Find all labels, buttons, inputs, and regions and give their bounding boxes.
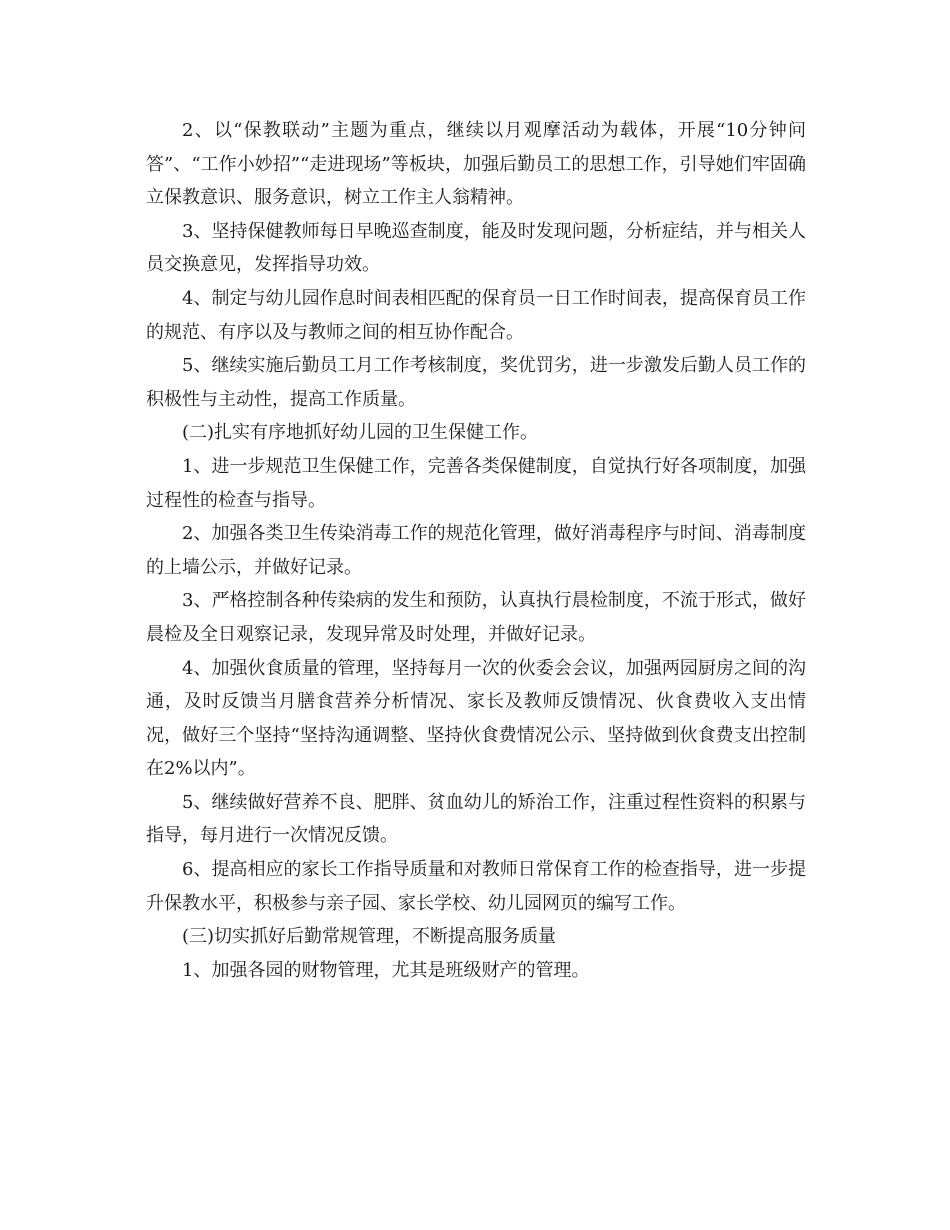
paragraph-item-3-inspection: 3、坚持保健教师每日早晚巡查制度，能及时发现问题，分析症结，并与相关人员交换意见，发挥指导功效。: [146, 220, 806, 276]
paragraph-item-6-parent-guidance: 6、提高相应的家长工作指导质量和对教师日常保育工作的检查指导，进一步提升保教水平，积极参与亲子园、家长学校、幼儿园网页的编写工作。: [146, 859, 806, 914]
section-heading-logistics: (三)切实抓好后勤常规管理，不断提高服务质量: [182, 926, 557, 948]
paragraph-item-4-food-quality: 4、加强伙食质量的管理，坚持每月一次的伙委会会议，加强两园厨房之间的沟通，及时反馈当月膳食营养分析情况、家长及教师反馈情况、伙食费收入支出情况，做好三个坚持“坚持沟通调整、坚持伙食费情况公示、坚持做到伙食费支出控制在2%以内”。: [146, 657, 806, 780]
paragraph-item-2-theme: 2、以“保教联动”主题为重点，继续以月观摩活动为载体，开展“10分钟问答”、“工作小妙招”“走进现场”等板块，加强后勤员工的思想工作，引导她们牢固确立保教意识、服务意识，树立工作主人翁精神。: [146, 120, 806, 209]
paragraph-item-5-assessment: 5、继续实施后勤员工月工作考核制度，奖优罚劣，进一步激发后勤人员工作的积极性与主动性，提高工作质量。: [146, 355, 806, 410]
paragraph-item-1-property: 1、加强各园的财物管理，尤其是班级财产的管理。: [182, 959, 590, 981]
document-body: [146, 114, 806, 987]
paragraph-item-1-health-rules: 1、进一步规范卫生保健工作，完善各类保健制度，自觉执行好各项制度，加强过程性的检查与指导。: [146, 455, 806, 511]
paragraph-item-3-disease-control: 3、严格控制各种传染病的发生和预防，认真执行晨检制度，不流于形式，做好晨检及全日观察记录，发现异常及时处理，并做好记录。: [146, 590, 806, 645]
paragraph-item-2-disinfection: 2、加强各类卫生传染消毒工作的规范化管理，做好消毒程序与时间、消毒制度的上墙公示，并做好记录。: [146, 523, 806, 578]
paragraph-item-4-schedule: 4、制定与幼儿园作息时间表相匹配的保育员一日工作时间表，提高保育员工作的规范、有序以及与教师之间的相互协作配合。: [146, 287, 806, 343]
section-heading-health-care: (二)扎实有序地抓好幼儿园的卫生保健工作。: [182, 422, 539, 444]
paragraph-item-5-nutrition: 5、继续做好营养不良、肥胖、贫血幼儿的矫治工作，注重过程性资料的积累与指导，每月进行一次情况反馈。: [146, 791, 806, 847]
